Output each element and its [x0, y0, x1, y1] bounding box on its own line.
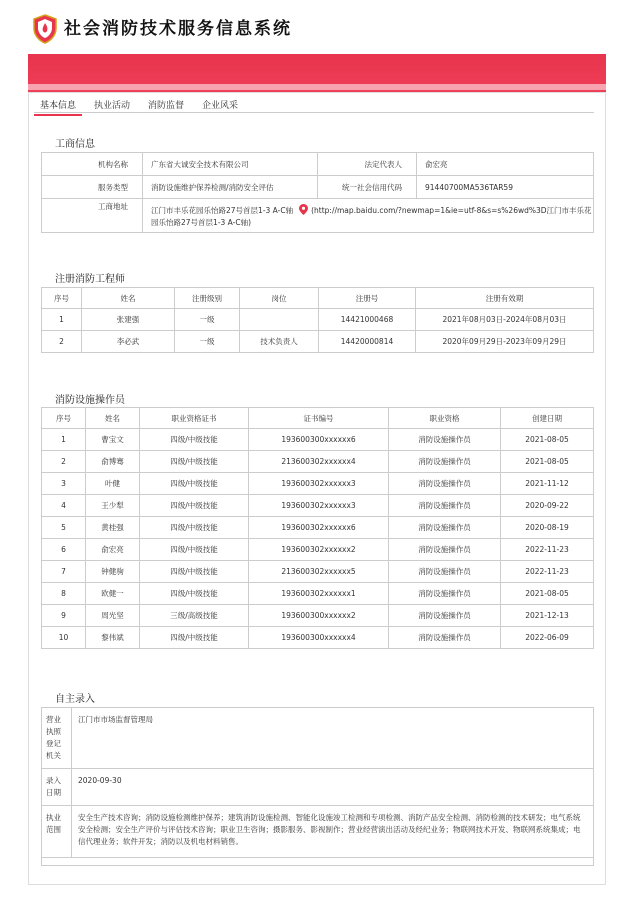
table-cell: 6 — [42, 539, 86, 561]
tab-divider — [34, 112, 594, 113]
column-header: 证书编号 — [249, 408, 389, 429]
address-cell — [143, 199, 594, 233]
table-cell: 一级 — [175, 331, 240, 353]
column-header: 注册级别 — [175, 288, 240, 309]
map-link[interactable]: (http://map.baidu.com/?newmap=1&ie=utf-8&s=s%26wd%3D江门市丰乐花园乐怡路27号首层1-3 A-C轴) — [151, 206, 592, 227]
authority-label: 营业执照登记机关 — [42, 708, 72, 769]
table-cell: 李必武 — [82, 331, 175, 353]
table-row — [42, 331, 594, 353]
table-cell: 欧健一 — [86, 583, 140, 605]
table-cell: 2020年09月29日-2023年09月29日 — [416, 331, 594, 353]
table-cell: 2021-08-05 — [501, 429, 594, 451]
engineers-header-row — [42, 288, 594, 309]
table-cell: 四级/中级技能 — [140, 627, 249, 649]
table-cell: 2022-06-09 — [501, 627, 594, 649]
table-row — [42, 495, 594, 517]
app-title: 社会消防技术服务信息系统 — [64, 19, 292, 39]
credit-code-value: 91440700MA536TAR59 — [417, 176, 594, 199]
engineers-table — [41, 287, 594, 353]
table-cell: 四级/中级技能 — [140, 429, 249, 451]
table-cell: 2021-08-05 — [501, 451, 594, 473]
table-row — [42, 429, 594, 451]
service-type-value: 消防设施维护保养检测/消防安全评估 — [143, 176, 318, 199]
authority-value: 江门市市场监督管理局 — [72, 708, 594, 769]
table-cell: 8 — [42, 583, 86, 605]
table-cell: 消防设施操作员 — [389, 627, 501, 649]
table-cell: 2021年08月03日-2024年08月03日 — [416, 309, 594, 331]
org-name-value: 广东省大诚安全技术有限公司 — [143, 153, 318, 176]
table-cell: 四级/中级技能 — [140, 583, 249, 605]
tab-basic-info[interactable]: 基本信息 — [34, 98, 82, 116]
table-cell: 1 — [42, 309, 82, 331]
table-cell: 曹宝文 — [86, 429, 140, 451]
self-entry-table — [41, 707, 594, 866]
table-cell: 2022-11-23 — [501, 561, 594, 583]
column-header: 序号 — [42, 288, 82, 309]
table-cell: 2022-11-23 — [501, 539, 594, 561]
shield-logo-icon — [32, 14, 58, 44]
table-row — [42, 583, 594, 605]
table-cell: 四级/中级技能 — [140, 539, 249, 561]
table-cell: 10 — [42, 627, 86, 649]
business-info-table — [41, 152, 594, 233]
table-cell — [240, 309, 319, 331]
table-cell: 193600302xxxxxx2 — [249, 539, 389, 561]
table-cell: 消防设施操作员 — [389, 605, 501, 627]
table-cell: 9 — [42, 605, 86, 627]
entry-date-value: 2020-09-30 — [72, 769, 594, 806]
table-cell: 王少犁 — [86, 495, 140, 517]
business-section-title: 工商信息 — [55, 139, 95, 150]
table-cell: 3 — [42, 473, 86, 495]
table-cell: 俞宏亮 — [86, 539, 140, 561]
table-cell: 2 — [42, 451, 86, 473]
column-header: 创建日期 — [501, 408, 594, 429]
table-cell: 消防设施操作员 — [389, 495, 501, 517]
table-cell: 张建强 — [82, 309, 175, 331]
tab-bar — [34, 98, 250, 116]
table-cell: 7 — [42, 561, 86, 583]
table-cell: 钟健驹 — [86, 561, 140, 583]
operators-header-row — [42, 408, 594, 429]
credit-code-label: 统一社会信用代码 — [318, 176, 417, 199]
table-cell: 黎伟斌 — [86, 627, 140, 649]
table-cell: 213600302xxxxxx4 — [249, 451, 389, 473]
table-cell: 4 — [42, 495, 86, 517]
table-cell: 消防设施操作员 — [389, 517, 501, 539]
entry-date-label: 录入日期 — [42, 769, 72, 806]
tab-practice-activities[interactable]: 执业活动 — [94, 101, 131, 111]
column-header: 注册号 — [319, 288, 416, 309]
org-name-label: 机构名称 — [42, 153, 143, 176]
table-cell: 技术负责人 — [240, 331, 319, 353]
table-cell: 四级/中级技能 — [140, 517, 249, 539]
table-row — [42, 517, 594, 539]
table-row — [42, 309, 594, 331]
table-cell: 四级/中级技能 — [140, 473, 249, 495]
scope-value: 安全生产技术咨询；消防设施检测维护保养；建筑消防设施检测、智能化设施竣工检测和专项检测、消防产品安全检测、消防检测的技术研发；电气系统安全检测；安全生产评价与评估技术咨询；职业卫生咨询；摄影服务、影视制作；营业经营演出活动及经纪业务；物联网技术开发、物联网系统集成；电信代理业务；软件开发；消防以及机电材料销售。 — [72, 806, 594, 858]
table-cell: 14421000468 — [319, 309, 416, 331]
column-header: 职业资格证书 — [140, 408, 249, 429]
column-header: 岗位 — [240, 288, 319, 309]
table-cell: 2021-08-05 — [501, 583, 594, 605]
scope-label: 执业范围 — [42, 806, 72, 858]
table-cell: 黄桂强 — [86, 517, 140, 539]
table-cell: 2 — [42, 331, 82, 353]
table-footer-spacer — [42, 858, 594, 866]
table-cell: 193600302xxxxxx3 — [249, 473, 389, 495]
table-cell: 三级/高级技能 — [140, 605, 249, 627]
column-header: 注册有效期 — [416, 288, 594, 309]
table-cell: 2021-11-12 — [501, 473, 594, 495]
column-header: 姓名 — [82, 288, 175, 309]
engineers-section-title: 注册消防工程师 — [55, 274, 125, 285]
column-header: 职业资格 — [389, 408, 501, 429]
table-cell: 四级/中级技能 — [140, 561, 249, 583]
self-entry-section-title: 自主录入 — [55, 694, 95, 705]
table-cell: 193600300xxxxxx6 — [249, 429, 389, 451]
table-cell: 消防设施操作员 — [389, 473, 501, 495]
table-row — [42, 627, 594, 649]
table-row — [42, 473, 594, 495]
table-cell: 2021-12-13 — [501, 605, 594, 627]
column-header: 姓名 — [86, 408, 140, 429]
column-header: 序号 — [42, 408, 86, 429]
table-cell: 叶健 — [86, 473, 140, 495]
tab-fire-supervision[interactable]: 消防监督 — [148, 101, 185, 111]
table-row — [42, 561, 594, 583]
table-cell: 2020-08-19 — [501, 517, 594, 539]
legal-rep-label: 法定代表人 — [318, 153, 417, 176]
table-cell: 14420000814 — [319, 331, 416, 353]
table-cell: 213600302xxxxxx5 — [249, 561, 389, 583]
tab-company-profile[interactable]: 企业风采 — [202, 101, 239, 111]
legal-rep-value: 俞宏亮 — [417, 153, 594, 176]
table-cell: 5 — [42, 517, 86, 539]
service-type-label: 服务类型 — [42, 176, 143, 199]
table-row — [42, 605, 594, 627]
operators-table — [41, 407, 594, 649]
table-cell: 193600300xxxxxx4 — [249, 627, 389, 649]
table-row — [42, 539, 594, 561]
table-cell: 俞博骞 — [86, 451, 140, 473]
table-row — [42, 451, 594, 473]
table-cell: 1 — [42, 429, 86, 451]
table-cell: 消防设施操作员 — [389, 429, 501, 451]
table-cell: 消防设施操作员 — [389, 561, 501, 583]
table-cell: 四级/中级技能 — [140, 495, 249, 517]
table-cell: 消防设施操作员 — [389, 451, 501, 473]
address-value: 江门市丰乐花园乐怡路27号首层1-3 A-C轴 — [151, 206, 294, 215]
table-cell: 消防设施操作员 — [389, 539, 501, 561]
header — [0, 0, 642, 54]
map-pin-icon[interactable] — [299, 204, 308, 215]
table-cell: 四级/中级技能 — [140, 451, 249, 473]
table-cell: 消防设施操作员 — [389, 583, 501, 605]
table-cell: 周光坚 — [86, 605, 140, 627]
table-cell: 一级 — [175, 309, 240, 331]
table-cell: 193600302xxxxxx1 — [249, 583, 389, 605]
operators-section-title: 消防设施操作员 — [55, 395, 125, 406]
table-cell: 193600302xxxxxx3 — [249, 495, 389, 517]
table-cell: 2020-09-22 — [501, 495, 594, 517]
table-cell: 193600300xxxxxx2 — [249, 605, 389, 627]
address-label: 工商地址 — [42, 199, 143, 233]
table-cell: 193600302xxxxxx6 — [249, 517, 389, 539]
